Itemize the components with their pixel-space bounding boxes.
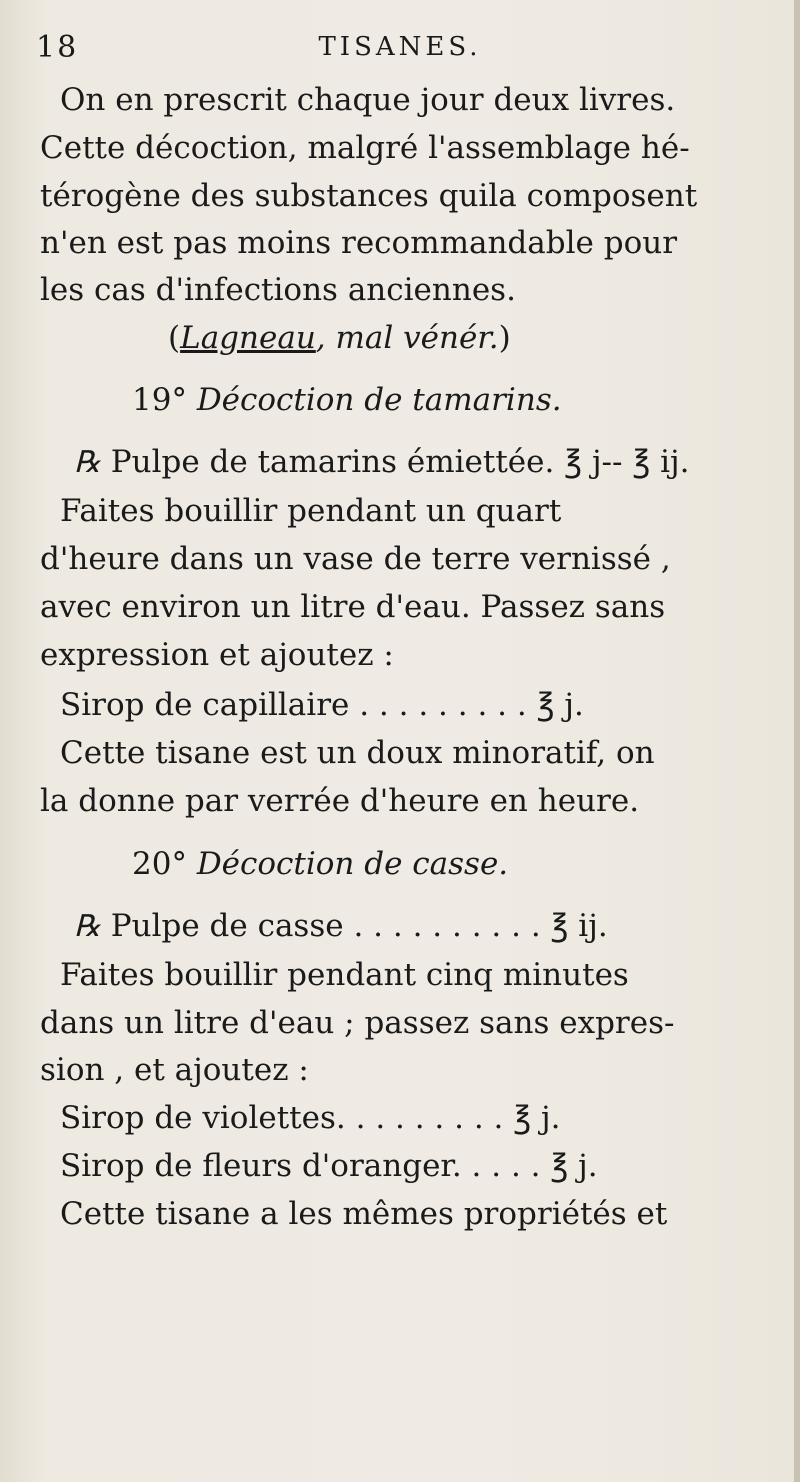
instruction-line: dans un litre d'eau ; passez sans expres- (40, 1005, 675, 1041)
closing-line: la donne par verrée d'heure en heure. (40, 783, 640, 819)
section-heading-19 (132, 380, 562, 420)
paragraph-line: térogène des substances quila composent (40, 178, 698, 214)
page-number: 18 (36, 30, 79, 65)
recipe-symbol-icon: ℞ (74, 909, 101, 944)
ingredient-text: Pulpe de tamarins émiettée. ℥ j-- ℥ ij. (110, 444, 690, 480)
instruction-line: avec environ un litre d'eau. Passez sans (40, 589, 666, 625)
syrup-line: Sirop de violettes. . . . . . . . . ℥ j. (60, 1100, 561, 1136)
section-title: Décoction de tamarins. (196, 382, 562, 418)
ingredient-line (74, 906, 608, 946)
page-edge (794, 0, 800, 1482)
instruction-line: Faites bouillir pendant cinq minutes (60, 957, 629, 993)
paragraph-line: Cette décoction, malgré l'assemblage hé- (40, 130, 690, 166)
instruction-line: Faites bouillir pendant un quart (60, 493, 562, 529)
citation (168, 318, 511, 358)
citation-author: Lagneau (180, 320, 316, 356)
syrup-line: Sirop de capillaire . . . . . . . . . ℥ j. (60, 687, 584, 723)
closing-line: Cette tisane a les mêmes propriétés et (60, 1196, 668, 1232)
closing-line: Cette tisane est un doux minoratif, on (60, 735, 655, 771)
instruction-line: d'heure dans un vase de terre vernissé , (40, 541, 671, 577)
ingredient-text: Pulpe de casse . . . . . . . . . . ℥ ij. (110, 908, 608, 944)
paragraph-line: les cas d'infections anciennes. (40, 272, 516, 308)
paragraph-line: n'en est pas moins recommandable pour (40, 225, 678, 261)
section-title: Décoction de casse. (196, 846, 509, 882)
section-number: 19° (132, 382, 187, 418)
citation-close-paren: ) (498, 320, 511, 356)
instruction-line: expression et ajoutez : (40, 637, 394, 673)
ingredient-line (74, 442, 690, 482)
running-title: TISANES. (318, 32, 482, 62)
citation-source: , mal vénér. (315, 320, 499, 356)
instruction-line: sion , et ajoutez : (40, 1052, 309, 1088)
section-number: 20° (132, 846, 187, 882)
page-header (36, 30, 776, 70)
paragraph-line: On en prescrit chaque jour deux livres. (60, 82, 676, 118)
citation-open-paren: ( (168, 320, 181, 356)
section-heading-20 (132, 844, 508, 884)
recipe-symbol-icon: ℞ (74, 445, 101, 480)
syrup-line: Sirop de fleurs d'oranger. . . . . ℥ j. (60, 1148, 598, 1184)
